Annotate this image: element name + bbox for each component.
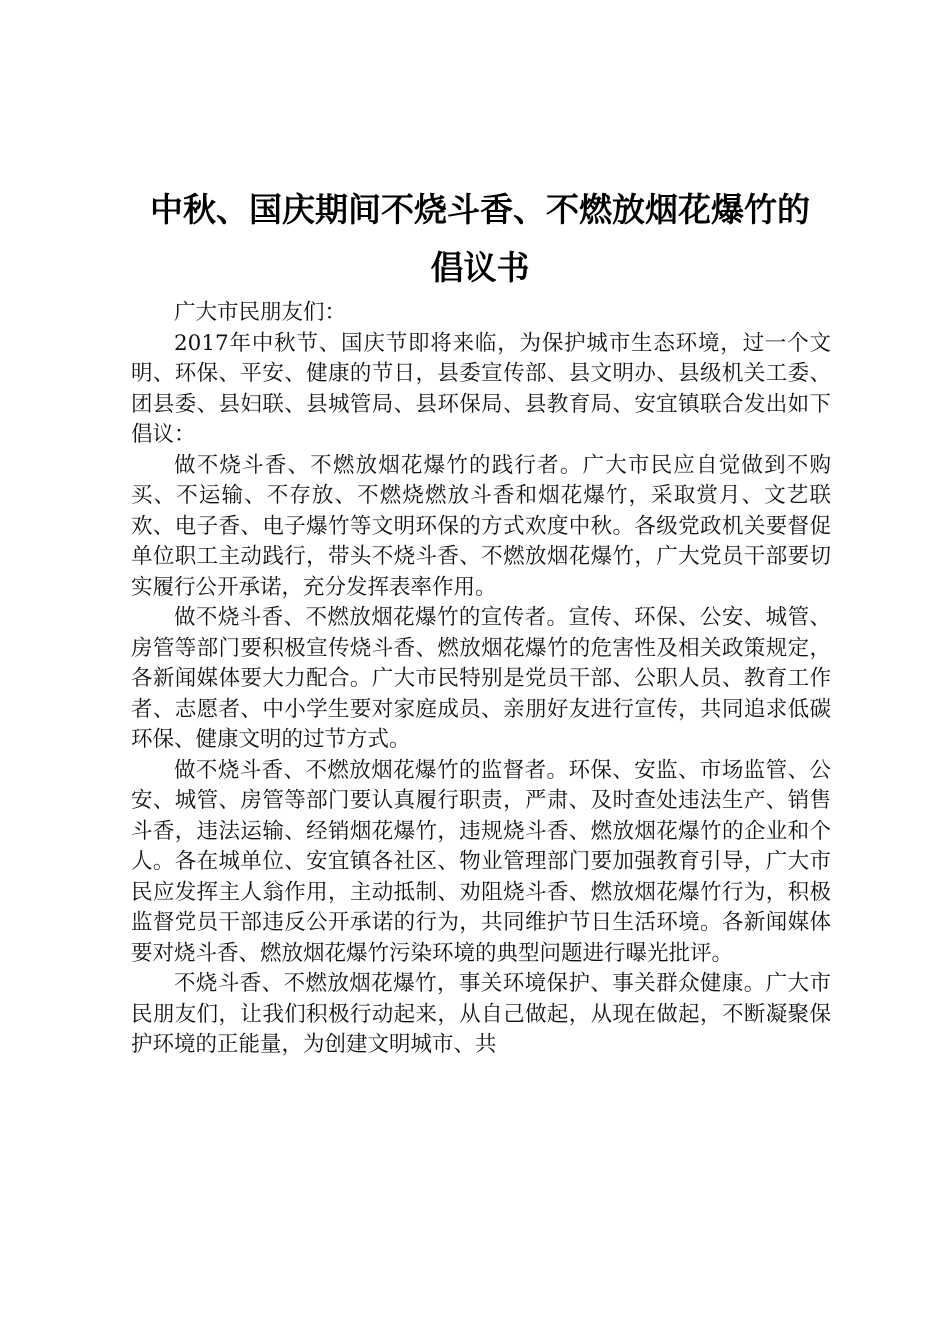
paragraph-intro: 2017年中秋节、国庆节即将来临，为保护城市生态环境，过一个文明、环保、平安、健康的节日，县委宣传部、县文明办、县级机关工委、团县委、县妇联、县城管局、县环保局、县教育局、安宜镇联合发出如下倡议： xyxy=(131,330,831,447)
document-body xyxy=(131,298,831,1061)
paragraph-supervisor: 做不烧斗香、不燃放烟花爆竹的监督者。环保、安监、市场监管、公安、城管、房管等部门要认真履行职责，严肃、及时查处违法生产、销售斗香，违法运输、经销烟花爆竹，违规烧斗香、燃放烟花爆竹的企业和个人。各在城单位、安宜镇各社区、物业管理部门要加强教育引导，广大市民应发挥主人翁作用，主动抵制、劝阻烧斗香、燃放烟花爆竹行为，积极监督党员干部违反公开承诺的行为，共同维护节日生活环境。各新闻媒体要对烧斗香、燃放烟花爆竹污染环境的典型问题进行曝光批评。 xyxy=(131,757,831,966)
paragraph-practitioner: 做不烧斗香、不燃放烟花爆竹的践行者。广大市民应自觉做到不购买、不运输、不存放、不燃烧燃放斗香和烟花爆竹，采取赏月、文艺联欢、电子香、电子爆竹等文明环保的方式欢度中秋。各级党政机关要督促单位职工主动践行，带头不烧斗香、不燃放烟花爆竹，广大党员干部要切实履行公开承诺，充分发挥表率作用。 xyxy=(131,452,831,600)
paragraph-closing: 不烧斗香、不燃放烟花爆竹，事关环境保护、事关群众健康。广大市民朋友们，让我们积极行动起来，从自己做起，从现在做起，不断凝聚保护环境的正能量，为创建文明城市、共 xyxy=(131,971,831,1057)
document-title-line-1: 中秋、国庆期间不烧斗香、不燃放烟花爆竹的 xyxy=(150,190,810,229)
salutation: 广大市民朋友们： xyxy=(174,300,347,325)
document-title-line-2: 倡议书 xyxy=(430,248,530,287)
paragraph-promoter: 做不烧斗香、不燃放烟花爆竹的宣传者。宣传、环保、公安、城管、房管等部门要积极宣传烧斗香、燃放烟花爆竹的危害性及相关政策规定，各新闻媒体要大力配合。广大市民特别是党员干部、公职人员、教育工作者、志愿者、中小学生要对家庭成员、亲朋好友进行宣传，共同追求低碳环保、健康文明的过节方式。 xyxy=(131,605,831,752)
